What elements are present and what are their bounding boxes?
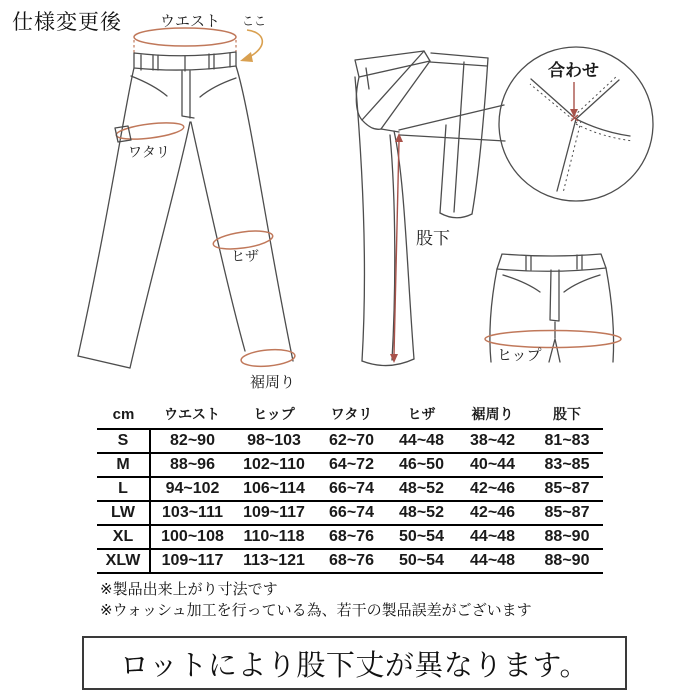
table-cell: 82~90 [150, 429, 234, 453]
table-cell: 83~85 [531, 453, 603, 477]
table-cell: 62~70 [314, 429, 389, 453]
page-title: 仕様変更後 [12, 11, 122, 34]
table-cell: 103~111 [150, 501, 234, 525]
table-header-row [97, 400, 603, 429]
hem-label: 裾周り [250, 374, 296, 391]
left-leg-hem [78, 356, 130, 368]
hip-pockets [503, 275, 600, 292]
table-row [97, 477, 603, 501]
table-cell: 66~74 [314, 501, 389, 525]
table-cell: 85~87 [531, 501, 603, 525]
table-cell: 88~96 [150, 453, 234, 477]
back-leg-crease [454, 62, 464, 212]
pants-side-view [355, 51, 505, 366]
hem-measure-ellipse [240, 348, 295, 369]
hip-crotch-seam [549, 322, 560, 362]
col-header-thigh: ワタリ [314, 400, 389, 429]
seam-line-right [576, 119, 630, 136]
here-label: ここ [242, 14, 267, 28]
lot-notice-box [82, 636, 627, 690]
table-cell: 110~118 [234, 525, 314, 549]
hip-label: ヒップ [497, 347, 542, 364]
table-cell: 42~46 [454, 477, 531, 501]
table-cell: 38~42 [454, 429, 531, 453]
hip-body-left [490, 269, 497, 362]
table-cell: 48~52 [389, 501, 454, 525]
right-leg-inner [191, 122, 245, 351]
thigh-label: ワタリ [128, 144, 170, 160]
table-row [97, 453, 603, 477]
size-cell: XL [97, 525, 150, 549]
table-cell: 102~110 [234, 453, 314, 477]
front-fly [182, 71, 194, 118]
right-leg-outer [236, 66, 293, 361]
table-cell: 40~44 [454, 453, 531, 477]
here-arrow-head [240, 52, 253, 62]
table-row [97, 525, 603, 549]
col-header-hem: 裾周り [454, 400, 531, 429]
note-finished-size: ※製品出来上がり寸法です [100, 581, 278, 598]
side-belt-loop [366, 68, 369, 89]
pants-front-view [78, 13, 296, 391]
table-cell: 66~74 [314, 477, 389, 501]
back-leg-hem [440, 213, 472, 218]
table-cell: 109~117 [234, 501, 314, 525]
waist-measure-ellipse [134, 28, 236, 46]
col-header-hip: ヒップ [234, 400, 314, 429]
table-cell: 88~90 [531, 525, 603, 549]
size-cell: LW [97, 501, 150, 525]
left-leg-outer [78, 68, 134, 356]
inseam-arrow-head-top [395, 133, 403, 142]
table-cell: 50~54 [389, 549, 454, 573]
size-cell: S [97, 429, 150, 453]
table-cell: 106~114 [234, 477, 314, 501]
col-header-inseam: 股下 [531, 400, 603, 429]
inseam-arrow-head-bottom [390, 354, 398, 363]
size-cell: XLW [97, 549, 150, 573]
seam-detail-circle [499, 47, 653, 201]
table-cell: 109~117 [150, 549, 234, 573]
callout-wedge [399, 105, 505, 141]
hip-body-right [606, 268, 614, 362]
seam-stitch-right [576, 124, 633, 141]
knee-label: ヒザ [231, 248, 259, 264]
thigh-measure-ellipse [115, 120, 184, 142]
table-cell: 44~48 [389, 429, 454, 453]
table-cell: 81~83 [531, 429, 603, 453]
table-cell: 64~72 [314, 453, 389, 477]
table-cell: 98~103 [234, 429, 314, 453]
size-table [97, 400, 603, 574]
table-cell: 85~87 [531, 477, 603, 501]
table-notes [100, 579, 532, 621]
table-cell: 68~76 [314, 549, 389, 573]
unit-header: cm [97, 400, 150, 429]
front-pockets [131, 76, 236, 97]
back-leg-band [430, 53, 488, 66]
size-cell: M [97, 453, 150, 477]
table-row [97, 549, 603, 573]
table-cell: 94~102 [150, 477, 234, 501]
back-leg-right [472, 58, 488, 214]
table-cell: 50~54 [389, 525, 454, 549]
table-cell: 44~48 [454, 525, 531, 549]
match-label: 合わせ [548, 61, 599, 80]
size-cell: L [97, 477, 150, 501]
col-header-waist: ウエスト [150, 400, 234, 429]
table-cell: 68~76 [314, 525, 389, 549]
lot-notice-text: ロットにより股下丈が異なります。 [119, 649, 590, 682]
here-arrow [247, 30, 262, 56]
table-cell: 48~52 [389, 477, 454, 501]
table-cell: 100~108 [150, 525, 234, 549]
hip-belt-loops [526, 255, 582, 270]
side-leg-hem [362, 359, 414, 366]
table-row [97, 501, 603, 525]
table-cell: 44~48 [454, 549, 531, 573]
col-header-knee: ヒザ [389, 400, 454, 429]
table-row [97, 429, 603, 453]
inseam-label: 股下 [416, 229, 450, 248]
note-wash-process: ※ウォッシュ加工を行っている為、若干の製品誤差がございます [100, 602, 532, 619]
seam-lines [531, 79, 619, 191]
table-cell: 88~90 [531, 549, 603, 573]
hip-waistband [497, 254, 606, 271]
waist-label: ウエスト [160, 13, 221, 30]
table-cell: 46~50 [389, 453, 454, 477]
pants-hip-view [485, 254, 621, 364]
table-cell: 42~46 [454, 501, 531, 525]
table-cell: 113~121 [234, 549, 314, 573]
hip-fly [550, 270, 559, 321]
